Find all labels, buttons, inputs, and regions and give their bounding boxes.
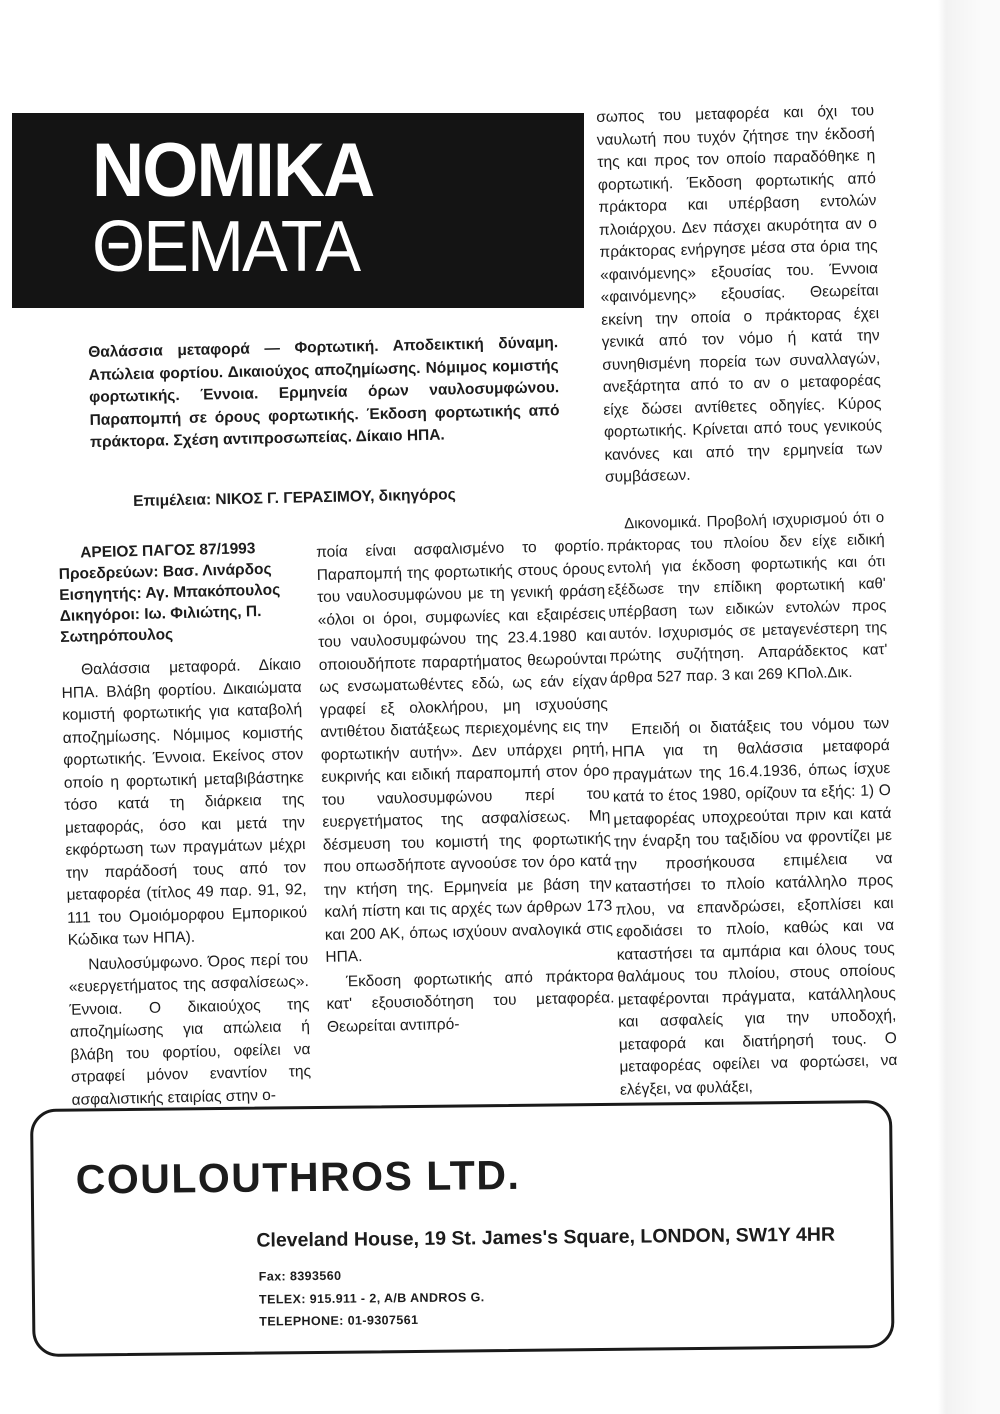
page-edge xyxy=(938,0,1000,1414)
fax-number: Fax: 8393560 xyxy=(258,1268,342,1284)
paragraph: Ναυλοσύμφωνο. Όρος περί του «ευεργετήματος της ασφαλίσεως». Έννοια. Ο δικαιούχος της αποζημίωσης για απώλεια ή βλάβη του φορτίου, οφείλει να στραφεί μόνον εναντίον της ασφαλιστικής εταιρίας στην ο- xyxy=(68,950,312,1109)
lawyers: Δικηγόροι: Ιω. Φιλιώτης, Π. xyxy=(59,603,262,625)
rapporteur: Εισηγητής: Αγ. Μπακόπουλος xyxy=(59,581,281,604)
procedural-section xyxy=(606,507,888,690)
telephone-number: TELEPHONE: 01-9307561 xyxy=(259,1312,419,1329)
column-1 xyxy=(58,537,312,1112)
column-2 xyxy=(316,535,615,1038)
paragraph: Έκδοση φορτωτικής από πράκτορα κατ' εξουσιοδότηση του μεταφορέα. Θεωρείται αντιπρό- xyxy=(326,966,615,1036)
company-name: COULOUTHROS LTD. xyxy=(75,1151,521,1203)
column-1-body xyxy=(61,654,312,1112)
presiding-judge: Προεδρεύων: Βασ. Λινάρδος xyxy=(58,560,272,583)
paragraph: Θαλάσσια μεταφορά. Δίκαιο ΗΠΑ. Βλάβη φορτίου. Δικαιώματα κομιστή φορτωτικής για καταβολή αποζημίωσης. Νόμιμος κομιστής φορτωτικής. Έννοια. Εκείνος στον οποίο η φορτωτική μεταβιβάστηκε τόσο κατά τη διάρκεια της μεταφοράς, όσο και μετά την εκφόρτωση των πραγμάτων μέχρι την παράδοσή τους από τον μεταφορέα (τίτλος 49 παρ. 91, 92, 111 του Ομοιόμορφου Εμπορικού Κώδικα των ΗΠΑ). xyxy=(61,656,308,949)
paragraph: ποία είναι ασφαλισμένο το φορτίο. Παραπομπή της φορτωτικής στους όρους του ναυλοσυμφώνου με τη γενική φράση «όλοι οι όροι, συμφωνίες και εξαιρέσεις του ναυλοσυμφώνου της 23.4.1980 και οποιουδήποτε παραρτήματος θεωρούνται ως ενσωματωθέντες εδώ, ως εάν είχαν γραφεί εξ ολοκλήρου, μη ισχυούσης αντιθέτου διατάξεως περιεχομένης εις την φορτωτικήν αυτήν». Δεν υπάρχει ρητή, ευκρινής και ειδική παραπομπή στον όρο του ναυλοσυμφώνου περί του ευεργετήματος της ασφαλίσεως. Μη δέσμευση του κομιστή της φορτωτικής που οπωσδήποτε αγνοούσε τον όρο κατά την κτήση της. Ερμηνεία με βάση την καλή πίστη και τις αρχές των άρθρων 173 και 200 ΑΚ, όπως ισχύουν αναλογικά στις ΗΠΑ. xyxy=(316,537,614,966)
case-number: ΑΡΕΙΟΣ ΠΑΓΟΣ 87/1993 xyxy=(80,540,256,562)
section-subtitle: ΘΕΜΑΤΑ xyxy=(92,207,360,287)
column-3 xyxy=(596,100,898,1101)
section-title: ΝΟΜΙΚΑ xyxy=(92,128,374,213)
lawyers-continued: Σωτηρόπουλος xyxy=(60,626,174,646)
paragraph: Επειδή οι διατάξεις του νόμου των ΗΠΑ για τη θαλάσσια μεταφορά πραγμάτων της 16.4.1936, όπως ίσχυε κατά το έτος 1980, ορίζουν τα εξής: 1) Ο μεταφορέας υποχρεούται πριν και κατά την έναρξη του ταξιδίου να φροντίζει με την προσήκουσα επιμέλεια να καταστήσει το πλοίο κατάλληλο προς πλου, να επανδρώσει, εξοπλίσει και εφοδιάσει το πλοίο, καθώς και να καταστήσει τα αμπάρια και όλους τους θαλάμους του πλοίου, στους οποίους μεταφέρονται πράγματα, κατάλληλους και ασφαλείς για την υποδοχή, μεταφορά και διατήρησή τους. Ο μεταφορέας οφείλει να φορτώσει, να ελέγξει, να φυλάξει, xyxy=(611,714,898,1099)
reasoning-section xyxy=(611,713,898,1102)
paragraph: σωπος του μεταφορέα και όχι του ναυλωτή που τυχόν ζήτησε την έκδοσή της και προς τον οποίο παραδόθηκε η φορτωτική. Έκδοση φορτωτικής από πράκτορα και υπέρβαση εντολών πλοιάρχου. Δεν πάσχει ακυρότητα αν ο πράκτορας ενήργησε μέσα στα όρια της «φαινόμενης» εξουσίας του. Έννοια «φαινόμενης» εξουσίας. Θεωρείται εκείνη την οποία ο πράκτορας έχει γενικά από τον νόμο ή κατά την συνηθισμένη πορεία των συναλλαγών, ανεξάρτητα από το αν ο μεταφορέας είχε δώσει αντίθετες οδηγίες. Κύρος φορτωτικής. Κρίνεται από τους γενικούς κανόνες και από την ερμηνεία των συμβάσεων. xyxy=(596,102,883,486)
telex-number: TELEX: 915.911 - 2, A/B ANDROS G. xyxy=(258,1290,485,1307)
article-summary: Θαλάσσια μεταφορά — Φορτωτική. Αποδεικτική δύναμη. Απώλεια φορτίου. Δικαιούχος αποζημίωσης. Νόμιμος κομιστής φορτωτικής. Έννοια. Ερμηνεία όρων ναυλοσυμφώνου. Παραπομπή σε όρους φορτωτικής. Έκδοση φορτωτικής από πράκτορα. Σχέση αντιπροσωπείας. Δίκαιο ΗΠΑ. xyxy=(88,334,560,451)
case-header xyxy=(58,537,300,648)
header-banner xyxy=(12,113,584,308)
company-address: Cleveland House, 19 St. James's Square, LONDON, SW1Y 4HR xyxy=(256,1223,836,1252)
editor-credit: Επιμέλεια: ΝΙΚΟΣ Γ. ΓΕΡΑΣΙΜΟΥ, δικηγόρος xyxy=(133,486,456,510)
advertisement-box xyxy=(30,1100,895,1357)
paragraph: Δικονομικά. Προβολή ισχυρισμού ότι ο πράκτορας του πλοίου δεν είχε ειδική εντολή για έκδοση φορτωτικής και ότι εξέδωσε την επίδικη φορτωτική καθ' υπέρβαση των ειδικών εντολών προς αυτόν. Ισχυρισμός σε μεταγενέστερη της πρώτης συζήτηση. Απαράδεκτος κατ' άρθρα 527 παρ. 3 και 269 ΚΠολ.Δικ. xyxy=(606,508,888,687)
